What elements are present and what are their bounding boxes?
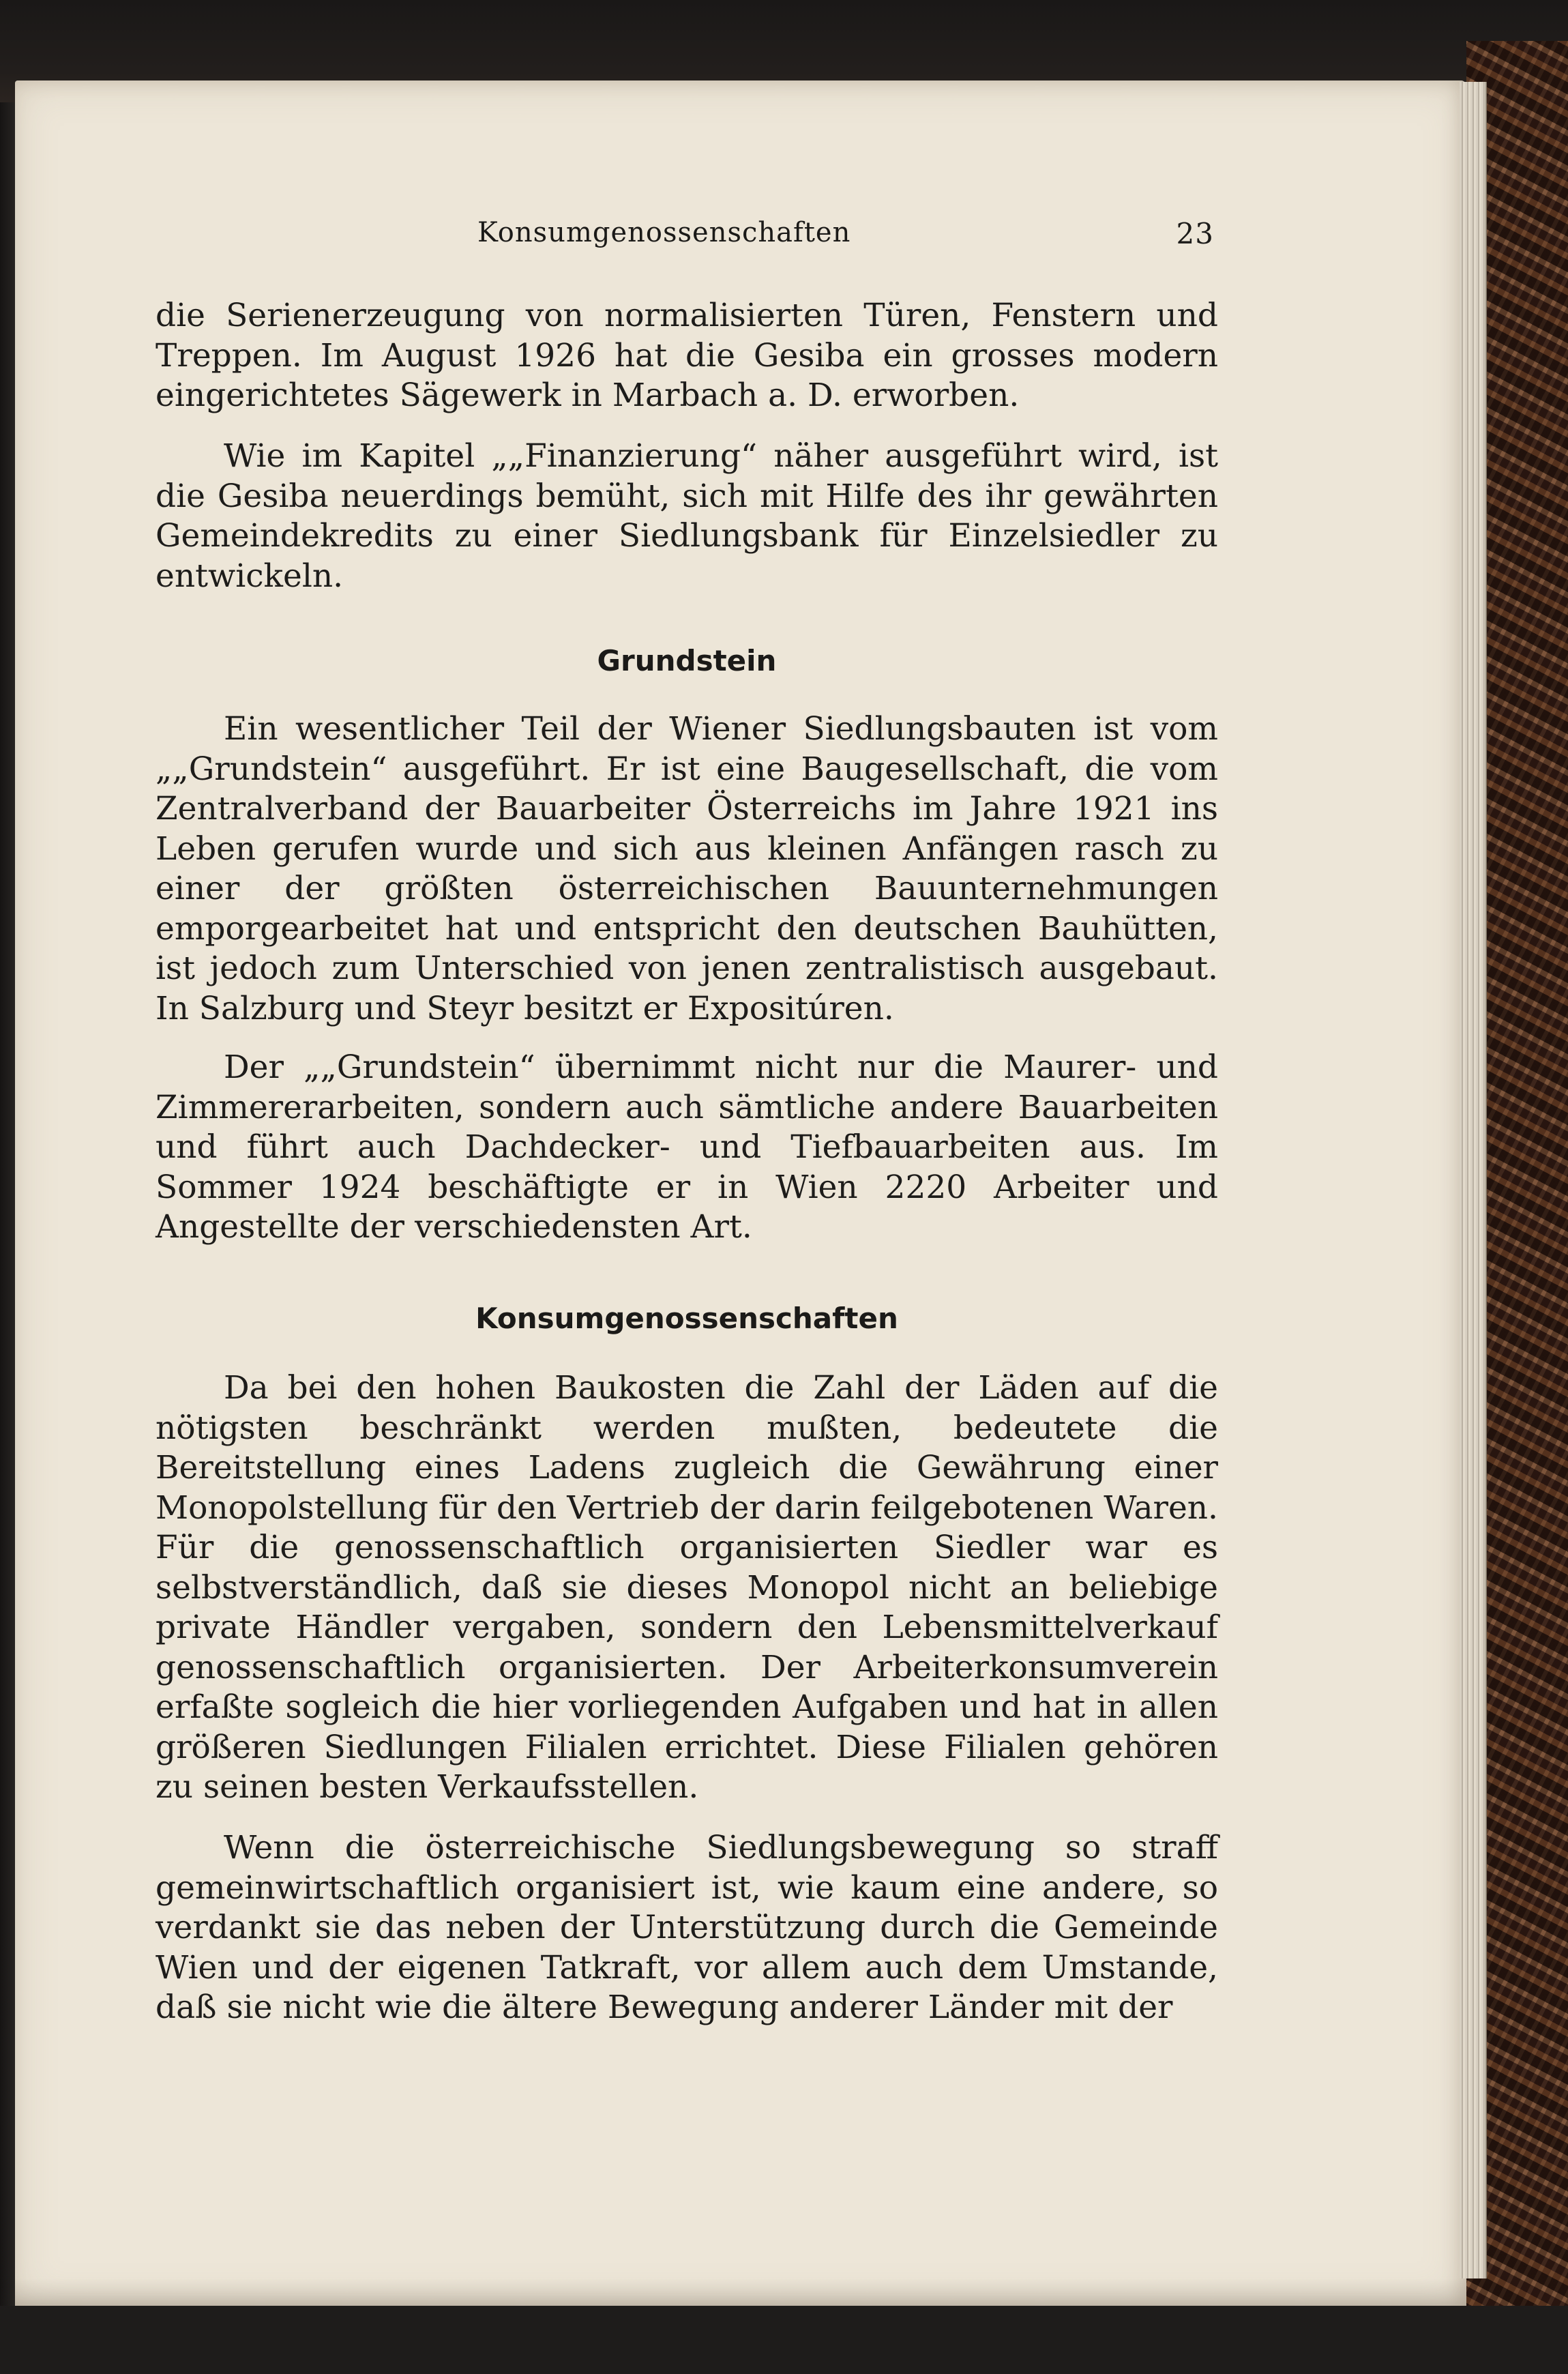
paragraph-settlement-movement: Wenn die österreichische Siedlungsbewegung so straff gemeinwirtschaftlich organisiert ist, wie kaum eine andere, so verdankt sie das neben der Unterstützung durch die Gemeinde Wien und der eigenen Tatkraft, vor allem auch dem Umstande, daß sie nicht wie die ältere Bewegung anderer Länder mit der [156,1829,1218,2026]
page-stack-edge [1460,82,1487,2278]
running-header [477,217,1214,258]
section-heading-konsumgenossenschaften: Konsumgenossenschaften [475,1302,898,1335]
paragraph-grundstein-intro: Ein wesentlicher Teil der Wiener Siedlungsbauten ist vom „„Grundstein“ ausgeführt. Er ist eine Baugesellschaft, die vom Zentralverband der Bauarbeiter Österreichs im Jahre 1921 ins Leben gerufen wurde und sich aus kleinen Anfängen rasch zu einer der größten österreichischen Bauunternehmungen emporgearbeitet hat und entspricht den deutschen Bauhütten, ist jedoch zum Unterschied von jenen zentralistisch ausgebaut. In Salzburg und Steyr besitzt er Expositúren. [156,710,1218,1027]
paragraph-shops-monopoly: Da bei den hohen Baukosten die Zahl der Läden auf die nötigsten beschränkt werden mußten, bedeutete die Bereitstellung eines Ladens zugleich die Gewährung einer Monopolstellung für den Vertrieb der darin feilgebotenen Waren. Für die genossenschaftlich organisierten Siedler war es selbstverständlich, daß sie dieses Monopol nicht an beliebige private Händler vergaben, sondern den Lebensmittelverkauf genossenschaftlich organisierten. Der Arbeiterkonsumverein erfaßte sogleich die hier vorliegenden Aufgaben und hat in allen größeren Siedlungen Filialen errichtet. Diese Filialen gehören zu seinen besten Verkaufsstellen. [156,1369,1218,1806]
paragraph-grundstein-works: Der „„Grundstein“ übernimmt nicht nur die Maurer- und Zimmererarbeiten, sondern auch sämtliche andere Bauarbeiten und führt auch Dachdecker- und Tiefbauarbeiten aus. Im Sommer 1924 beschäftigte er in Wien 2220 Arbeiter und Angestellte der verschiedensten Art. [156,1049,1218,1246]
running-title: Konsumgenossenschaften [477,217,851,248]
section-heading-grundstein: Grundstein [597,644,777,677]
paragraph-continued: die Serienerzeugung von normalisierten Türen, Fenstern und Treppen. Im August 1926 hat die Gesiba ein grosses modern eingerichtetes Sägewerk in Marbach a. D. erworben. [156,297,1218,414]
paragraph-gesiba-financing: Wie im Kapitel „„Finanzierung“ näher ausgeführt wird, ist die Gesiba neuerdings bemüht, sich mit Hilfe des ihr gewährten Gemeindekredits zu einer Siedlungsbank für Einzelsiedler zu entwickeln. [156,437,1218,595]
scan-background-bottom [0,2306,1568,2374]
page-number: 23 [1176,217,1214,250]
